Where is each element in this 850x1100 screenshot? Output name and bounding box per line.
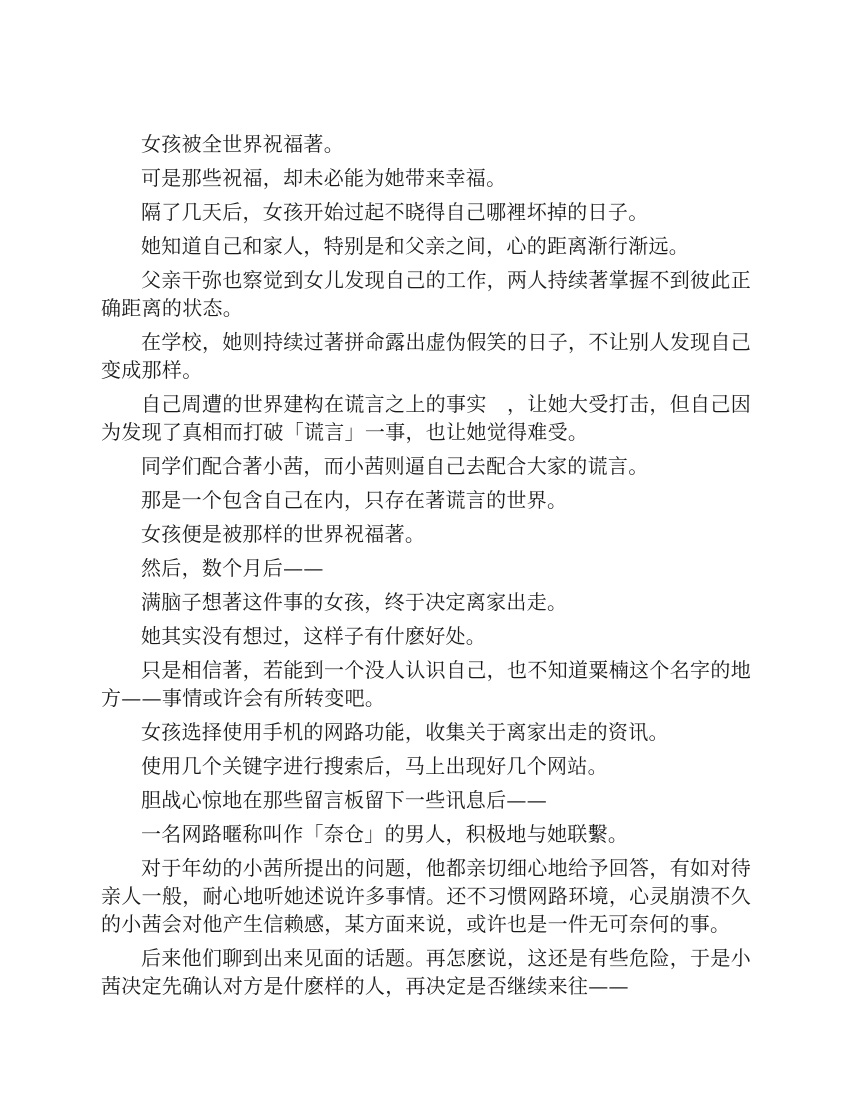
paragraph: 对于年幼的小茜所提出的问题，他都亲切细心地给予回答，有如对待亲人一般，耐心地听她述说许多事情。还不习惯网路环境，心灵崩溃不久的小茜会对他产生信赖感，某方面来说，或许也是一件无可奈何的事。 — [101, 856, 751, 936]
paragraph: 她知道自己和家人，特别是和父亲之间，心的距离渐行渐远。 — [141, 234, 690, 258]
paragraph: 自己周遭的世界建构在谎言之上的事实 ，让她大受打击，但自己因为发现了真相而打破「谎言」一事，也让她觉得难受。 — [101, 392, 751, 444]
paragraph: 胆战心惊地在那些留言板留下一些讯息后—— — [141, 788, 547, 812]
paragraph: 在学校，她则持续过著拼命露出虚伪假笑的日子，不让别人发现自己变成那样。 — [101, 330, 751, 382]
paragraph: 隔了几天后，女孩开始过起不晓得自己哪裡坏掉的日子。 — [141, 200, 649, 224]
paragraph: 后来他们聊到出来见面的话题。再怎麽说，这还是有些危险，于是小茜决定先确认对方是什麽样的人，再决定是否继续来往—— — [101, 946, 751, 998]
paragraph: 然后，数个月后—— — [141, 556, 324, 580]
paragraph: 只是相信著，若能到一个没人认识自己，也不知道粟楠这个名字的地方——事情或许会有所转变吧。 — [101, 658, 751, 710]
paragraph: 可是那些祝福，却未必能为她带来幸福。 — [141, 166, 507, 190]
paragraph: 女孩被全世界祝福著。 — [141, 132, 344, 156]
paragraph: 同学们配合著小茜，而小茜则逼自己去配合大家的谎言。 — [141, 454, 649, 478]
paragraph: 女孩选择使用手机的网路功能，收集关于离家出走的资讯。 — [141, 720, 669, 744]
paragraph: 父亲干弥也察觉到女儿发现自己的工作，两人持续著掌握不到彼此正确距离的状态。 — [101, 268, 751, 320]
paragraph: 她其实没有想过，这样子有什麽好处。 — [141, 624, 487, 648]
paragraph: 那是一个包含自己在内，只存在著谎言的世界。 — [141, 488, 568, 512]
paragraph: 满脑子想著这件事的女孩，终于决定离家出走。 — [141, 590, 568, 614]
paragraph: 女孩便是被那样的世界祝福著。 — [141, 522, 426, 546]
paragraph: 一名网路暱称叫作「奈仓」的男人，积极地与她联繫。 — [141, 822, 629, 846]
document-page — [101, 130, 751, 1006]
paragraph: 使用几个关键字进行搜索后，马上出现好几个网站。 — [141, 754, 608, 778]
